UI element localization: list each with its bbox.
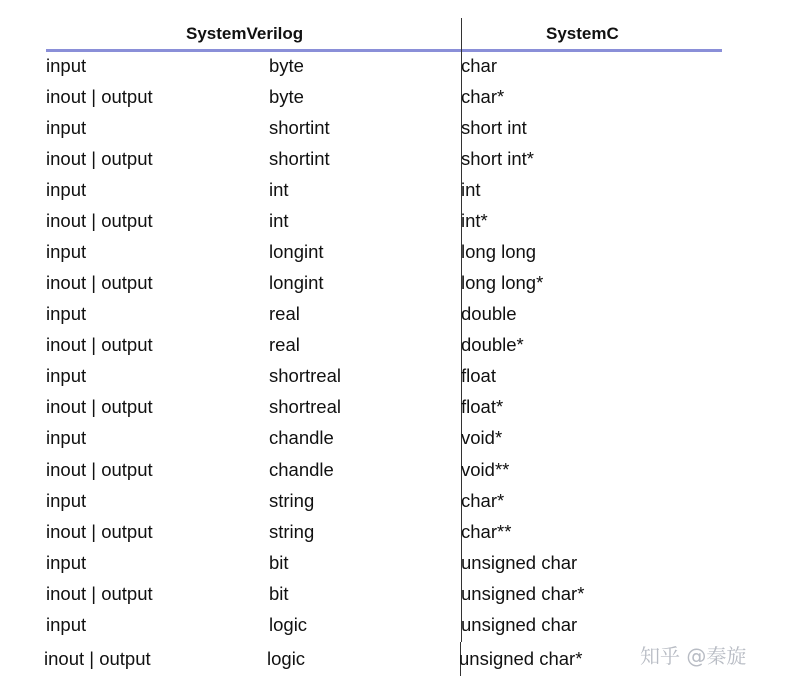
header-systemverilog: SystemVerilog	[186, 24, 304, 43]
sc-type-cell: double	[461, 303, 517, 324]
sc-type-cell: void*	[461, 427, 503, 448]
direction-cell: inout | output	[44, 648, 151, 669]
table-row	[0, 210, 785, 241]
sc-type-cell: short int	[461, 117, 527, 138]
sv-type-cell: chandle	[269, 459, 334, 480]
header-systemc: SystemC	[546, 24, 619, 43]
sc-type-cell: float*	[461, 396, 504, 417]
sc-type-cell: char	[461, 55, 497, 76]
sc-type-cell: char*	[461, 86, 505, 107]
table-row	[0, 365, 785, 396]
sv-type-cell: shortreal	[269, 365, 341, 386]
sv-type-cell: real	[269, 334, 300, 355]
table-row	[0, 272, 785, 303]
sv-type-cell: string	[269, 521, 315, 542]
sc-type-cell: unsigned char	[461, 614, 578, 635]
direction-cell: input	[46, 427, 87, 448]
sv-type-cell: shortint	[269, 117, 330, 138]
direction-cell: inout | output	[46, 334, 153, 355]
table-row	[0, 55, 785, 86]
sv-type-cell: int	[269, 210, 289, 231]
table-row	[0, 459, 785, 490]
table-row	[0, 521, 785, 552]
sv-type-cell: shortreal	[269, 396, 341, 417]
sc-type-cell: int*	[461, 210, 488, 231]
table-row	[0, 583, 785, 614]
sv-type-cell: longint	[269, 272, 324, 293]
table-row	[0, 334, 785, 365]
sc-type-cell: double*	[461, 334, 524, 355]
direction-cell: inout | output	[46, 396, 153, 417]
sc-type-cell: void**	[461, 459, 510, 480]
sv-type-cell: logic	[267, 648, 306, 669]
table-row	[0, 427, 785, 458]
sc-type-cell: unsigned char	[461, 552, 578, 573]
table-row	[0, 86, 785, 117]
direction-cell: inout | output	[46, 272, 153, 293]
table-row	[0, 179, 785, 210]
sv-type-cell: byte	[269, 55, 304, 76]
sv-type-cell: bit	[269, 583, 289, 604]
table-row	[0, 148, 785, 179]
direction-cell: inout | output	[46, 459, 153, 480]
table-row	[0, 303, 785, 334]
watermark: 知乎 @秦旋	[640, 644, 747, 668]
sv-type-cell: chandle	[269, 427, 334, 448]
sc-type-cell: unsigned char*	[461, 583, 585, 604]
sc-type-cell: long long*	[461, 272, 544, 293]
table-row	[0, 490, 785, 521]
direction-cell: input	[46, 552, 87, 573]
direction-cell: inout | output	[46, 583, 153, 604]
direction-cell: inout | output	[46, 210, 153, 231]
direction-cell: input	[46, 490, 87, 511]
sv-type-cell: string	[269, 490, 315, 511]
direction-cell: input	[46, 179, 87, 200]
sc-type-cell: char**	[461, 521, 512, 542]
sc-type-cell: unsigned char*	[459, 648, 583, 669]
sv-type-cell: longint	[269, 241, 324, 262]
direction-cell: input	[46, 55, 87, 76]
table-row	[0, 396, 785, 427]
sv-type-cell: shortint	[269, 148, 330, 169]
sv-type-cell: byte	[269, 86, 304, 107]
direction-cell: input	[46, 117, 87, 138]
sv-type-cell: real	[269, 303, 300, 324]
sc-type-cell: short int*	[461, 148, 535, 169]
sv-type-cell: logic	[269, 614, 308, 635]
sc-type-cell: char*	[461, 490, 505, 511]
direction-cell: input	[46, 241, 87, 262]
table-row	[0, 552, 785, 583]
direction-cell: input	[46, 614, 87, 635]
sc-type-cell: float	[461, 365, 496, 386]
direction-cell: input	[46, 365, 87, 386]
sc-type-cell: int	[461, 179, 481, 200]
table-row	[0, 117, 785, 148]
sv-type-cell: int	[269, 179, 289, 200]
direction-cell: input	[46, 303, 87, 324]
direction-cell: inout | output	[46, 86, 153, 107]
direction-cell: inout | output	[46, 148, 153, 169]
direction-cell: inout | output	[46, 521, 153, 542]
sc-type-cell: long long	[461, 241, 537, 262]
table-row	[0, 241, 785, 272]
sv-type-cell: bit	[269, 552, 289, 573]
